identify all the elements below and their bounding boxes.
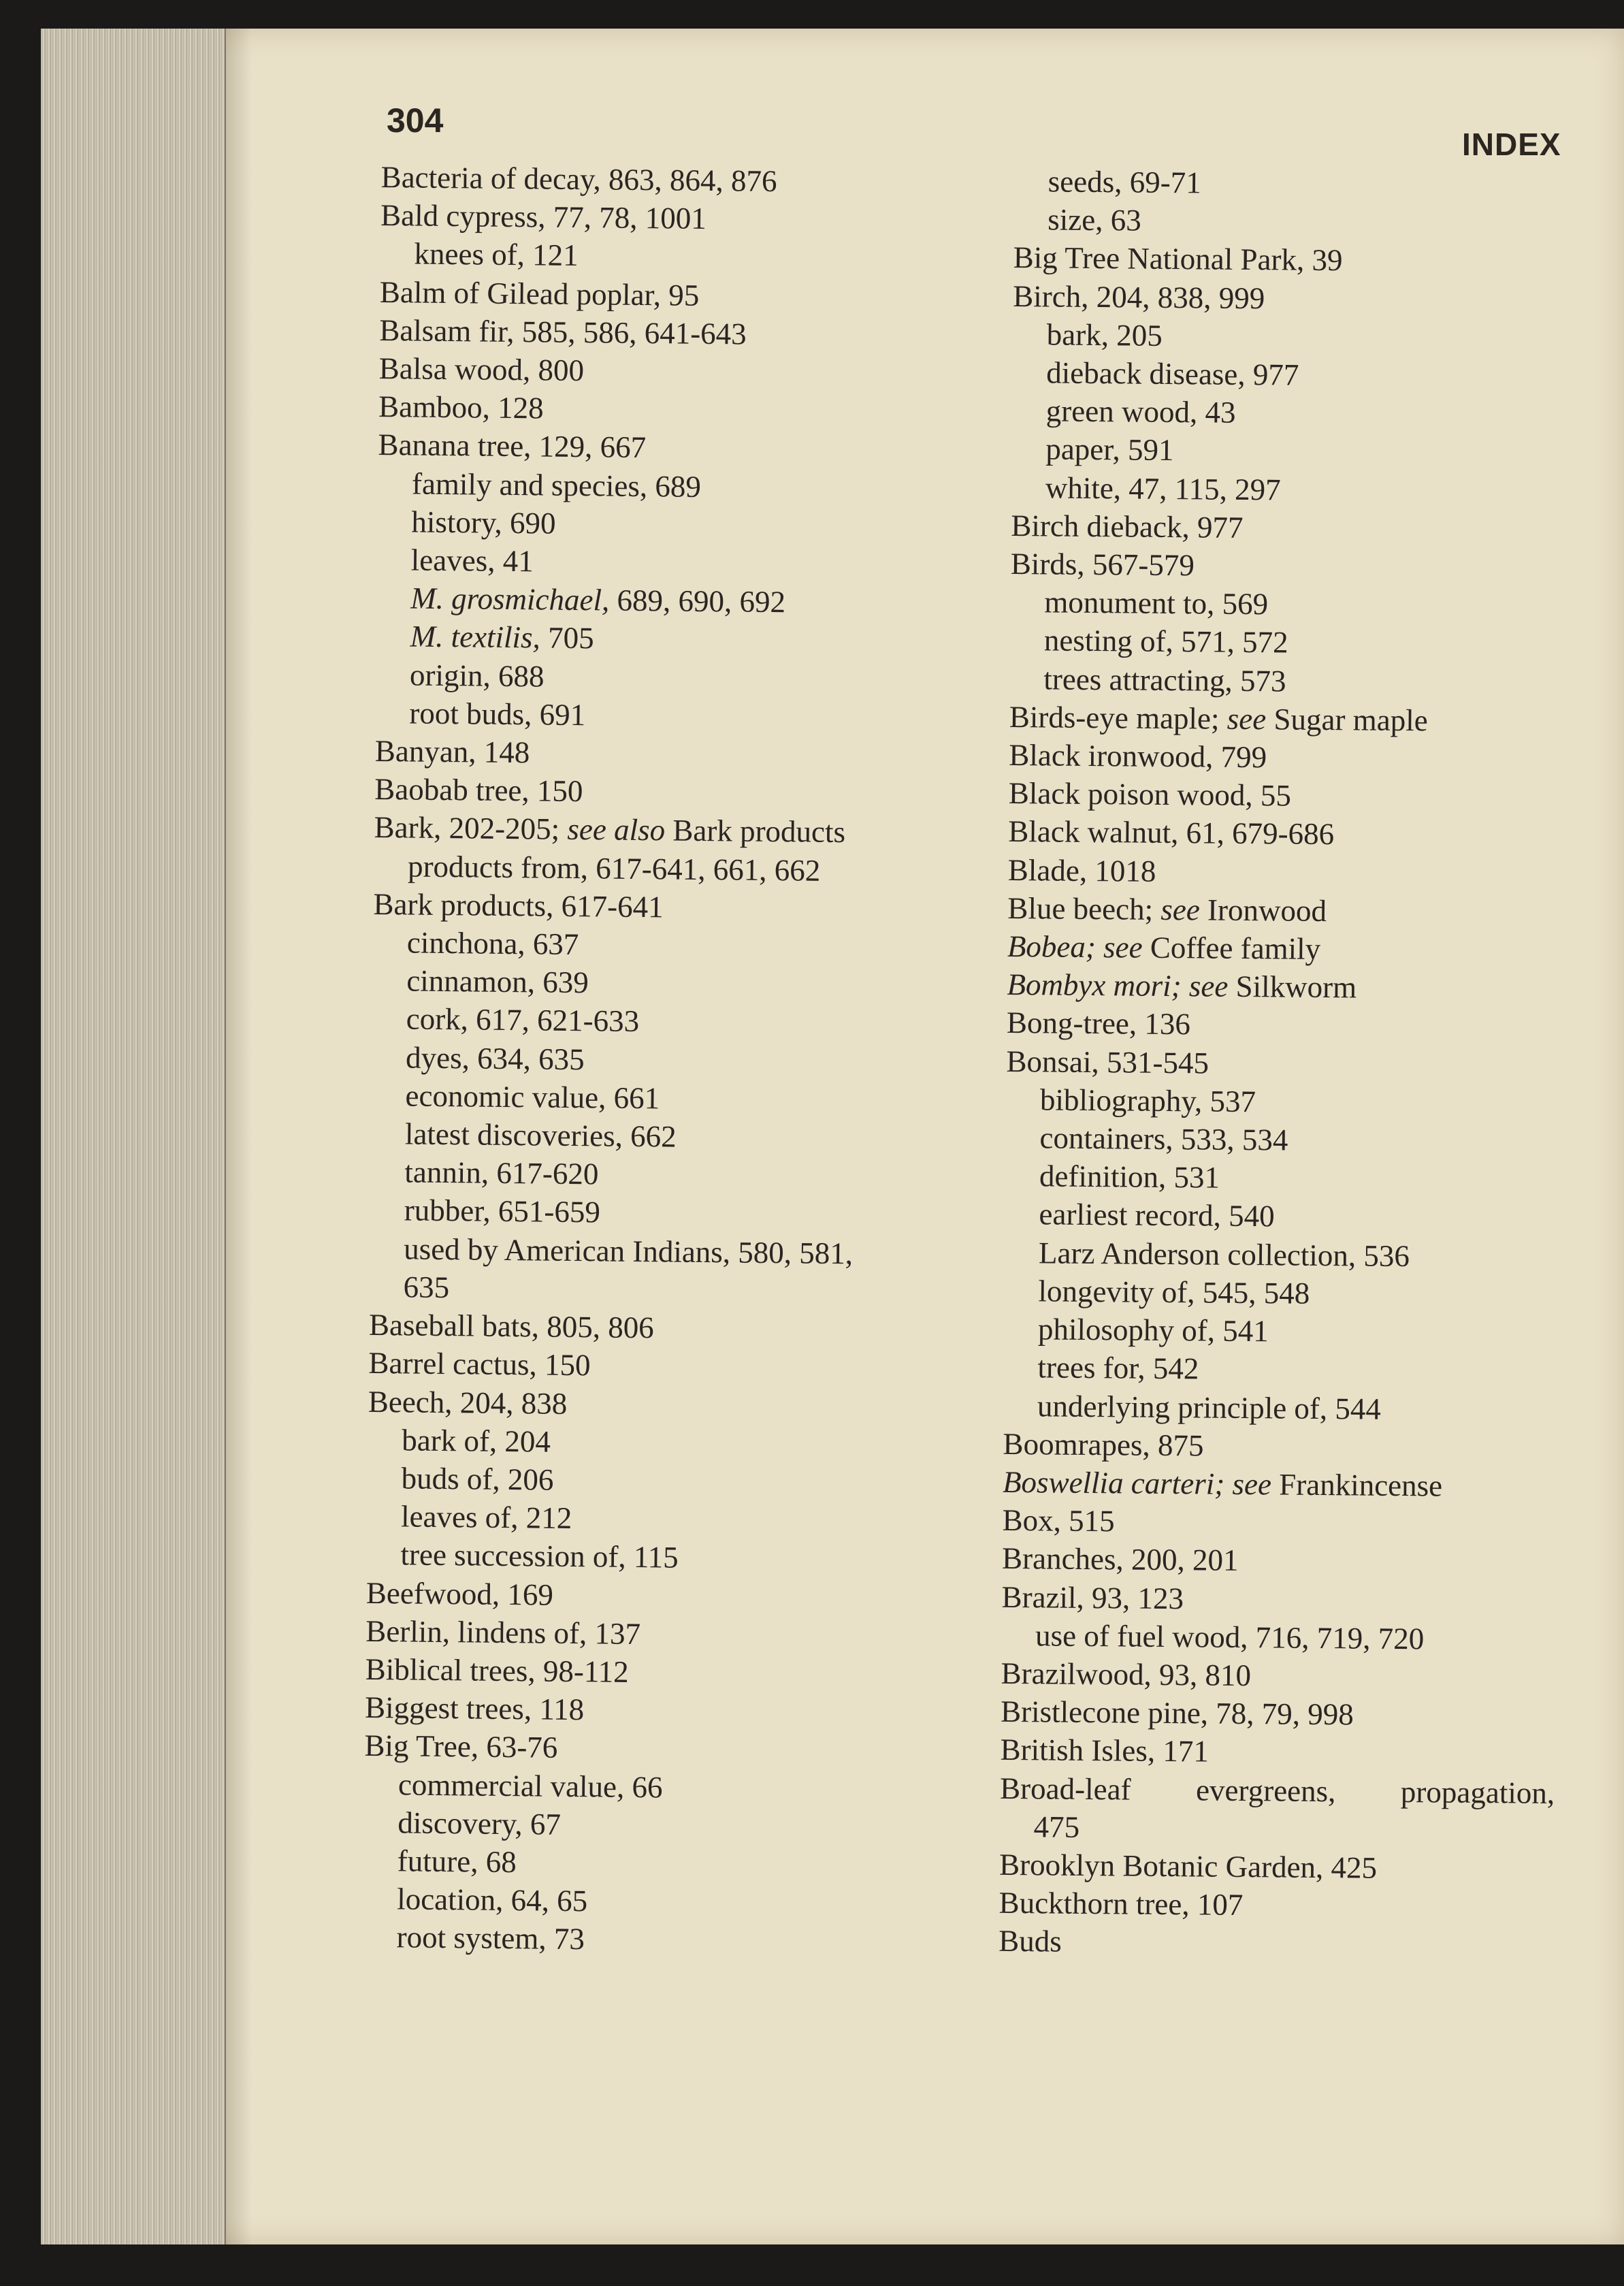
index-entry: earliest record, 540	[1039, 1197, 1275, 1234]
index-entry: future, 68	[397, 1844, 517, 1880]
index-entry: Blue beech; see Ironwood	[1007, 890, 1327, 928]
index-entry: rubber, 651-659	[404, 1193, 601, 1229]
index-entry: trees attracting, 573	[1043, 662, 1286, 698]
index-entry: bark of, 204	[402, 1423, 551, 1459]
index-entry: Branches, 200, 201	[1001, 1541, 1239, 1578]
index-entry: bibliography, 537	[1039, 1082, 1256, 1119]
index-entry: Bark products, 617-641	[373, 886, 664, 924]
index-entry: British Isles, 171	[1000, 1733, 1209, 1769]
index-entry: nesting of, 571, 572	[1043, 623, 1288, 660]
index-entry: monument to, 569	[1044, 585, 1269, 622]
index-column-right	[998, 162, 1555, 1965]
index-entry: Baseball bats, 805, 806	[368, 1308, 654, 1345]
index-entry: origin, 688	[409, 658, 545, 694]
index-entry: Boomrapes, 875	[1003, 1426, 1204, 1463]
index-entry: philosophy of, 541	[1037, 1312, 1269, 1349]
index-entry: Brazilwood, 93, 810	[1001, 1656, 1252, 1693]
index-entry: definition, 531	[1039, 1159, 1220, 1195]
index-entry: Black ironwood, 799	[1009, 738, 1267, 775]
index-entry: buds of, 206	[401, 1461, 554, 1497]
index-entry: Buds	[998, 1924, 1062, 1959]
index-entry: Balsa wood, 800	[378, 351, 585, 388]
index-entry: use of fuel wood, 716, 719, 720	[1035, 1618, 1425, 1656]
index-entry: Bacteria of decay, 863, 864, 876	[380, 159, 777, 199]
index-entry: Black walnut, 61, 679-686	[1008, 814, 1335, 852]
index-entry: Bristlecone pine, 78, 79, 998	[1000, 1694, 1354, 1732]
index-entry: discovery, 67	[397, 1805, 562, 1841]
index-entry: trees for, 542	[1037, 1350, 1199, 1386]
index-entry: latest discoveries, 662	[404, 1116, 677, 1154]
index-entry: economic value, 661	[405, 1078, 660, 1116]
index-entry: Banyan, 148	[374, 734, 530, 770]
index-entry: cinnamon, 639	[406, 963, 589, 1000]
index-entry: products from, 617-641, 661, 662	[407, 849, 821, 888]
index-entry: green wood, 43	[1045, 393, 1236, 430]
index-entry: Bonsai, 531-545	[1006, 1044, 1209, 1080]
index-entry: dieback disease, 977	[1046, 355, 1299, 392]
index-entry: Birds-eye maple; see Sugar maple	[1009, 699, 1428, 738]
index-entry: 475	[1033, 1809, 1080, 1844]
index-entry: bark, 205	[1046, 317, 1163, 353]
index-entry: leaves of, 212	[400, 1499, 572, 1536]
index-entry: Beefwood, 169	[366, 1575, 554, 1612]
index-entry: commercial value, 66	[397, 1767, 663, 1804]
index-entry: Biblical trees, 98-112	[365, 1652, 629, 1689]
index-entry: M. textilis, 705	[410, 619, 594, 656]
index-entry: root system, 73	[396, 1920, 585, 1957]
page-number: 304	[387, 101, 444, 140]
index-entry: location, 64, 65	[396, 1882, 588, 1918]
index-entry: longevity of, 545, 548	[1038, 1274, 1310, 1310]
index-entry: Big Tree, 63-76	[364, 1728, 558, 1765]
index-entry: Balm of Gilead poplar, 95	[379, 274, 700, 312]
index-entry: paper, 591	[1045, 432, 1174, 468]
index-entry: Brazil, 93, 123	[1001, 1579, 1184, 1615]
index-entry: size, 63	[1048, 202, 1141, 238]
index-entry: used by American Indians, 580, 581,	[403, 1231, 854, 1271]
index-entry: white, 47, 115, 297	[1045, 470, 1281, 507]
index-entry: Birch, 204, 838, 999	[1013, 278, 1265, 315]
index-entry: Beech, 204, 838	[368, 1384, 568, 1421]
index-entry: cinchona, 637	[406, 925, 579, 962]
index-entry: cork, 617, 621-633	[406, 1001, 640, 1039]
index-entry: root buds, 691	[409, 696, 586, 733]
index-column-left	[362, 158, 1035, 1963]
index-entry: Boswellia carteri; see Frankincense	[1002, 1464, 1443, 1503]
index-entry: Box, 515	[1002, 1503, 1115, 1539]
index-entry: tree succession of, 115	[400, 1537, 679, 1575]
index-entry: Bong-tree, 136	[1006, 1005, 1191, 1042]
index-entry: Black poison wood, 55	[1008, 776, 1292, 813]
index-entry: Balsam fir, 585, 586, 641-643	[379, 312, 747, 351]
index-entry: Big Tree National Park, 39	[1013, 240, 1343, 278]
index-entry: family and species, 689	[411, 466, 702, 504]
index-entry: Bark, 202-205; see also Bark products	[374, 810, 846, 850]
index-entry: Buckthorn tree, 107	[998, 1886, 1244, 1922]
index-entry: Biggest trees, 118	[364, 1690, 585, 1727]
index-entry: Bombyx mori; see Silkworm	[1007, 967, 1357, 1005]
index-entry: Berlin, lindens of, 137	[366, 1613, 641, 1651]
page-edges	[41, 29, 226, 2244]
index-entry: underlying principle of, 544	[1037, 1388, 1382, 1426]
index-entry: M. grosmichael, 689, 690, 692	[410, 581, 786, 619]
running-head: INDEX	[1462, 127, 1561, 162]
index-entry: seeds, 69-71	[1048, 164, 1201, 200]
index-entry: Brooklyn Botanic Garden, 425	[998, 1847, 1378, 1885]
index-entry: dyes, 634, 635	[405, 1040, 585, 1076]
index-entry: 635	[403, 1270, 450, 1305]
index-entry: Baobab tree, 150	[374, 772, 583, 809]
index-entry: tannin, 617-620	[404, 1155, 599, 1191]
index-entry: history, 690	[411, 504, 556, 541]
index-entry: Bamboo, 128	[378, 389, 544, 425]
index-entry: Birds, 567-579	[1010, 547, 1195, 583]
index-entry: Bobea; see Coffee family	[1007, 929, 1321, 967]
index-entry: Banana tree, 129, 667	[378, 428, 647, 465]
index-entry: Barrel cactus, 150	[368, 1346, 591, 1383]
index-entry: containers, 533, 534	[1039, 1121, 1288, 1157]
index-entry: Birch dieback, 977	[1011, 508, 1244, 545]
index-entry: Broad-leaf evergreens, propagation,	[999, 1771, 1555, 1810]
index-entry: Bald cypress, 77, 78, 1001	[380, 198, 707, 236]
index-entry: leaves, 41	[410, 543, 534, 579]
index-entry: knees of, 121	[414, 236, 579, 273]
index-entry: Blade, 1018	[1007, 852, 1156, 888]
index-entry: Larz Anderson collection, 536	[1038, 1236, 1410, 1273]
